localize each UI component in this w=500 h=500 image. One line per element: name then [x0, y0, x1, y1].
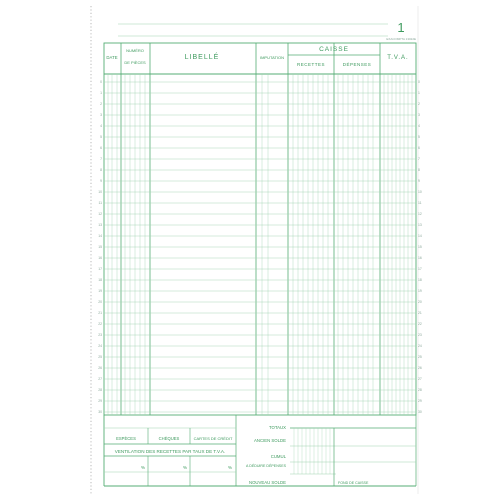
header-numero-line2: DE PIÈCES [124, 60, 146, 65]
row-number-right: 11 [418, 201, 422, 206]
row-number-right: 18 [418, 278, 422, 283]
row-number-left: 17 [98, 267, 102, 272]
row-number-right: 14 [418, 234, 422, 239]
row-number-left: 20 [98, 300, 102, 305]
header-recettes: RECETTES [296, 62, 326, 67]
row-number-right: 12 [418, 212, 422, 217]
row-number-left: 16 [98, 256, 102, 261]
header-caisse: CAISSE [319, 46, 349, 53]
row-number-left: 0 [100, 80, 102, 85]
row-number-right: 27 [418, 377, 422, 382]
row-number-left: 1 [100, 91, 102, 96]
row-number-right: 29 [418, 399, 422, 404]
row-number-left: 21 [98, 311, 102, 316]
row-number-left: 13 [98, 223, 102, 228]
row-number-right: 16 [418, 256, 422, 261]
row-number-left: 15 [98, 245, 102, 250]
header-libelle: LIBELLÉ [184, 54, 220, 61]
label-ventilation: VENTILATION DES RECETTES PAR TAUX DE T.V.A. [114, 449, 226, 454]
row-number-left: 7 [100, 157, 102, 162]
row-number-left: 5 [100, 135, 102, 140]
row-number-right: 17 [418, 267, 422, 272]
row-number-left: 29 [98, 399, 102, 404]
row-number-left: 30 [98, 410, 102, 415]
row-number-right: 28 [418, 388, 422, 393]
row-number-left: 6 [100, 146, 102, 151]
row-number-right: 6 [418, 146, 420, 151]
row-number-right: 10 [418, 190, 422, 195]
row-number-right: 2 [418, 102, 420, 107]
label-especes: ESPÈCES [116, 436, 136, 441]
header-depenses: DÉPENSES [342, 62, 372, 67]
label-cartes-credit: CARTES DE CRÉDIT [193, 436, 233, 441]
row-number-left: 4 [100, 124, 102, 129]
row-number-left: 14 [98, 234, 102, 239]
row-number-left: 10 [98, 190, 102, 195]
label-a-deduire: A DÉDUIRE DÉPENSES [246, 464, 286, 468]
row-number-left: 26 [98, 366, 102, 371]
row-number-right: 22 [418, 322, 422, 327]
label-cheques: CHÈQUES [158, 436, 180, 441]
row-number-right: 7 [418, 157, 420, 162]
row-number-right: 4 [418, 124, 420, 129]
header-tva: T.V.A. [387, 55, 409, 61]
reference-code: EXACOMPTA 13022E [386, 37, 416, 41]
row-number-left: 8 [100, 168, 102, 173]
row-number-right: 25 [418, 355, 422, 360]
row-number-right: 19 [418, 289, 422, 294]
row-number-right: 24 [418, 344, 422, 349]
label-ancien-solde: ANCIEN SOLDE [254, 438, 286, 443]
row-number-right: 1 [418, 91, 420, 96]
row-number-left: 24 [98, 344, 102, 349]
row-number-left: 25 [98, 355, 102, 360]
row-number-left: 27 [98, 377, 102, 382]
row-number-left: 9 [100, 179, 102, 184]
row-number-right: 30 [418, 410, 422, 415]
row-number-left: 28 [98, 388, 102, 393]
row-number-right: 21 [418, 311, 422, 316]
row-number-left: 19 [98, 289, 102, 294]
row-number-left: 2 [100, 102, 102, 107]
pct-2: % [182, 465, 187, 470]
row-number-right: 0 [418, 80, 420, 85]
header-numero-line1: NUMÉRO [126, 48, 144, 53]
row-number-right: 13 [418, 223, 422, 228]
row-number-right: 8 [418, 168, 420, 173]
row-number-right: 23 [418, 333, 422, 338]
page-number: 1 [397, 20, 405, 35]
row-number-right: 15 [418, 245, 422, 250]
label-fond-de-caisse: FOND DE CAISSE [338, 481, 369, 485]
row-number-left: 12 [98, 212, 102, 217]
row-number-right: 5 [418, 135, 420, 140]
row-number-left: 23 [98, 333, 102, 338]
label-totaux: TOTAUX [268, 425, 286, 430]
label-cumul: CUMUL [270, 454, 286, 459]
row-number-right: 20 [418, 300, 422, 305]
pct-1: % [140, 465, 145, 470]
row-number-left: 11 [98, 201, 102, 206]
header-date: DATE [106, 55, 118, 60]
row-number-left: 18 [98, 278, 102, 283]
header-imputation: IMPUTATION [259, 55, 285, 60]
label-nouveau-solde: NOUVEAU SOLDE [248, 480, 286, 485]
pct-3: % [227, 465, 232, 470]
row-number-left: 22 [98, 322, 102, 327]
row-number-right: 26 [418, 366, 422, 371]
row-number-left: 3 [100, 113, 102, 118]
row-number-right: 9 [418, 179, 420, 184]
row-number-right: 3 [418, 113, 420, 118]
